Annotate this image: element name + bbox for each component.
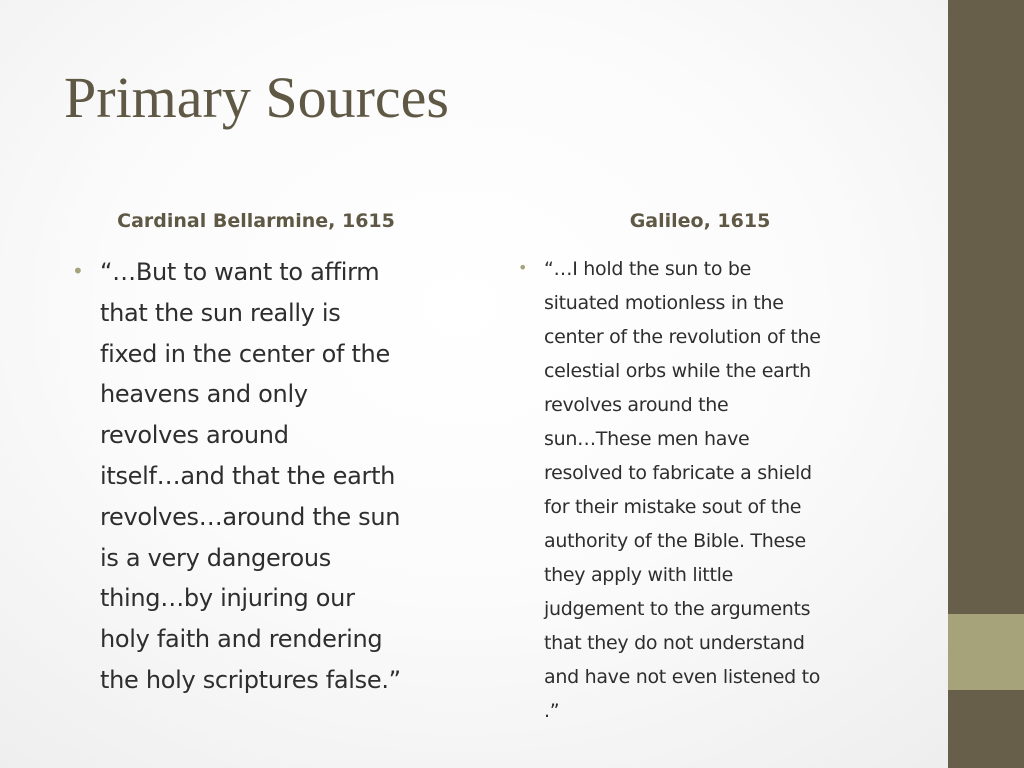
list-item — [72, 252, 460, 701]
bullet-dot-icon: • — [518, 258, 528, 277]
left-column-bullets — [72, 252, 460, 701]
bullet-dot-icon: • — [72, 259, 84, 283]
galileo-quote: “…I hold the sun to be situated motionless in the center of the revolution of the celestial orbs while the earth revolves around the sun…These men have resolved to fabricate a shield for their mistake sout of the authority of the Bible. These they apply with little judgement to the arguments that they do not understand and have not even listened to .” — [544, 258, 821, 722]
right-column-bullets — [518, 252, 904, 728]
left-column-heading: Cardinal Bellarmine, 1615 — [117, 210, 395, 232]
slide-title: Primary Sources — [64, 65, 449, 130]
bellarmine-quote: “…But to want to affirm that the sun really is fixed in the center of the heavens and only revolves around itself…and that the earth revolves…around the sun is a very dangerous thing…by injuring our holy faith and rendering the holy scriptures false.” — [100, 258, 401, 694]
right-column-heading: Galileo, 1615 — [629, 210, 771, 232]
list-item — [518, 252, 904, 728]
side-accent-block — [948, 614, 1024, 690]
